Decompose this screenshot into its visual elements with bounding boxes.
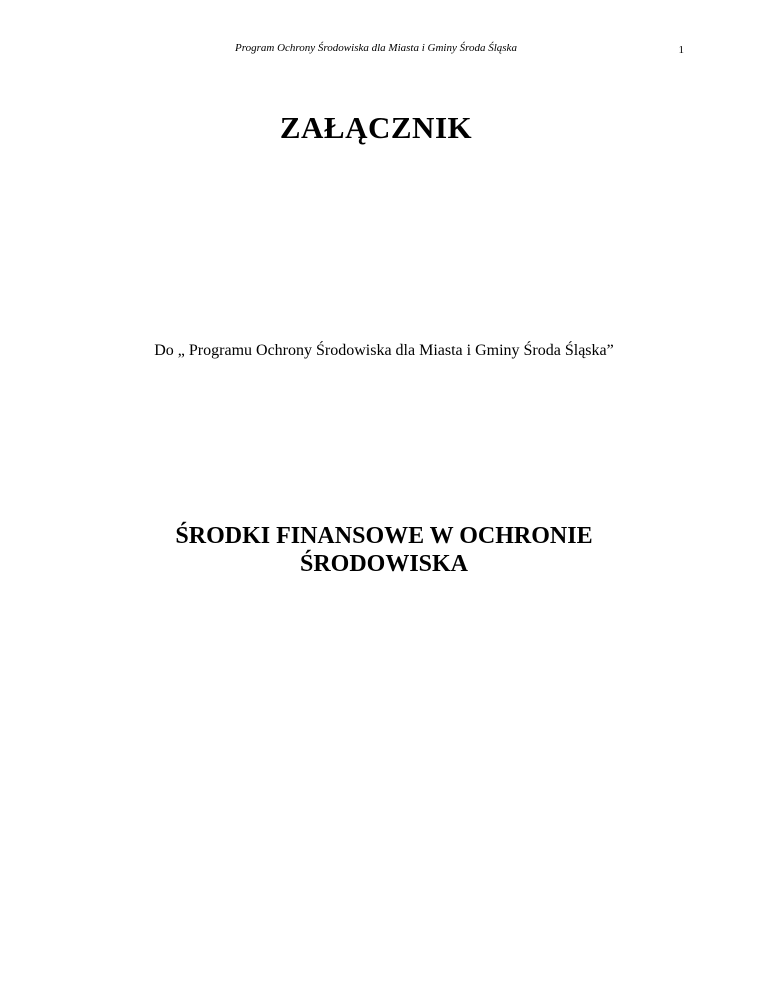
document-subtitle: Do „ Programu Ochrony Środowiska dla Miasta i Gminy Środa Śląska” xyxy=(154,342,614,359)
section-title-line-2: ŚRODOWISKA xyxy=(299,551,469,577)
section-title-line-1: ŚRODKI FINANSOWE W OCHRONIE xyxy=(175,523,593,549)
section-title xyxy=(0,522,768,578)
running-header-title: Program Ochrony Środowiska dla Miasta i Gminy Środa Śląska xyxy=(235,42,517,54)
page-number: 1 xyxy=(678,44,684,56)
running-header xyxy=(0,40,768,58)
page-title: ZAŁĄCZNIK xyxy=(279,110,473,145)
